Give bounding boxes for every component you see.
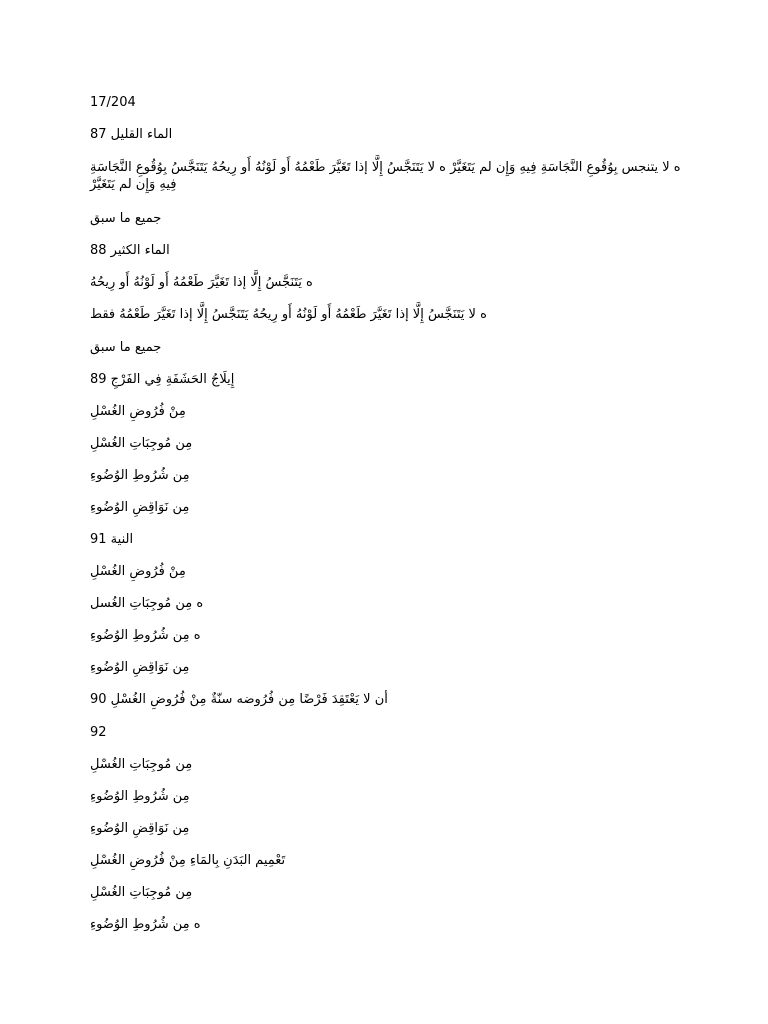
question-title-92: 92 — [90, 725, 107, 740]
answer-option: ه مِن شُرُوطِ الوُضُوءِ — [90, 628, 201, 643]
answer-option: مِن مُوجِبَاتِ الغُسْلِ — [90, 885, 193, 900]
answer-option: ه لا يَتَنَجَّسُ إِلَّا إذا تَغَيَّرَ طَعْمُهُ أَو لَوْنُهُ أَو رِيحُهُ يَتَنَجَّسُ إِلَّا إذا تَغَيَّرَ طَعْمُهُ فقط — [90, 307, 487, 322]
answer-option: ه مِن شُرُوطِ الوُضُوءِ — [90, 917, 201, 932]
page-number: 17/204 — [90, 95, 136, 110]
answer-option: مِن شُرُوطِ الوُضُوءِ — [90, 468, 190, 483]
answer-option: مِن مُوجِبَاتِ الغُسْلِ — [90, 757, 193, 772]
answer-all-above: جميع ما سبق — [90, 211, 162, 226]
answer-option: مِنْ فُرُوضِ الغُسْلِ — [90, 564, 186, 579]
question-title-89: إِيلَاجُ الحَشَفَةِ فِي الفَرْجِ 89 — [90, 372, 235, 387]
question-title-87: الماء القليل 87 — [90, 127, 173, 142]
answer-option: مِنْ فُرُوضِ الغُسْلِ — [90, 404, 186, 419]
question-title-91: النية 91 — [90, 532, 134, 547]
answer-option: مِن نَوَاقِضِ الوُضُوءِ — [90, 821, 190, 836]
answer-option: مِن نَوَاقِضِ الوُضُوءِ — [90, 500, 190, 515]
question-title-88: الماء الكثير 88 — [90, 243, 170, 258]
answer-option: مِن مُوجِبَاتِ الغُسْلِ — [90, 436, 193, 451]
answer-option: مِن نَوَاقِضِ الوُضُوءِ — [90, 660, 190, 675]
answer-option: ه يَتَنَجَّسُ إِلَّا إذا تَغَيَّرَ طَعْمُهُ أَو لَوْنُهُ أَو رِيحُهُ — [90, 275, 313, 290]
answer-options-87: ه لا يتنجس بِوُقُوعِ النَّجَاسَةِ فِيهِ وَإِن لم يَتَغَيَّرْ ه لا يَتَنَجَّسُ إِلَّا إذا تَغَيَّرَ طَعْمُهُ أَو لَوْنُهُ أَو رِيحُهُ يَتَنَجَّسُ بِوُقُوعِ النَّجَاسَةِ فِيهِ وَإِن لم يَتَغَيَّرْ — [90, 160, 681, 192]
answer-option: مِن شُرُوطِ الوُضُوءِ — [90, 789, 190, 804]
document-page — [90, 0, 690, 1024]
question-title-90: أن لا يَعْتَقِدَ فَرْضًا مِن فُرُوضه سنّةٌ مِنْ فُرُوضِ الغُسْلِ 90 — [90, 692, 388, 707]
answer-option: ه مِن مُوجِبَاتِ الغُسل — [90, 596, 204, 611]
answer-option: تَعْمِيم البَدَنِ بِالمَاءِ مِنْ فُرُوضِ الغُسْلِ — [90, 853, 286, 868]
answer-all-above: جميع ما سبق — [90, 340, 162, 355]
